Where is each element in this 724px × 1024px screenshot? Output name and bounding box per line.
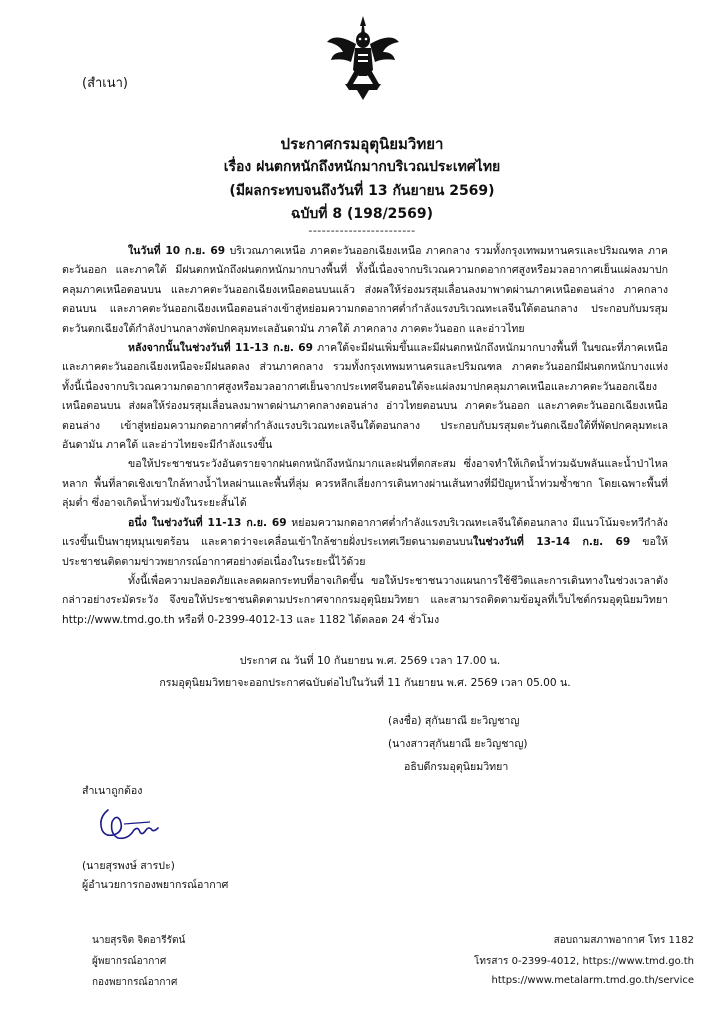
paragraph-4-tail: ขอให้ประชาชนติดตามข่าวพยากรณ์อากาศอย่างต่อเนื่องในระยะนี้ไว้ด้วย [62,536,668,568]
paragraph-4-lead: อนึ่ง ในช่วงวันที่ 11-13 ก.ย. 69 [128,516,287,529]
paragraph-2-lead: หลังจากนั้นในช่วงวันที่ 11-13 ก.ย. 69 [128,342,314,355]
signatory-signed: (ลงชื่อ) สุกันยาณี ยะวิญชาญ [388,715,520,727]
paragraph-2-text: ภาคใต้จะมีฝนเพิ่มขึ้นและมีฝนตกหนักถึงหนักมากบางพื้นที่ ในขณะที่ภาคเหนือและภาคตะวันออกเฉียงเหนือจะมีฝนลดลง ส่วนภาคกลาง รวมทั้งกรุงเทพมหานครและปริมณฑล ภาคตะวันออกมีฝนตกหนักบางแห่ง ทั้งนี้เนื่องจากบริเวณความกดอากาศสูงหรือมวลอากาศเย็นจากประเทศจีนตอนใต้จะแผ่ลงมาปกคลุมภาคเหนือและภาคตะวันออกเฉียงเหนือตอนบน ส่งผลให้ร่องมรสุมเลื่อนลงมาพาดผ่านภาคกลางตอนล่าง อ่าวไทยตอนบน ภาคตะวันออก และภาคตะวันออกเฉียงเหนือตอนล่าง เข้าสู่หย่อมความกดอากาศต่ำกำลังแรงบริเวณทะเลจีนใต้ตอนกลาง ประกอบกับมรสุมตะวันตกเฉียงใต้ที่พัดปกคลุมทะเลอันดามัน ภาคใต้ และอ่าวไทยจะมีกำลังแรงขึ้น [62,342,668,452]
paragraph-4 [62,514,668,572]
paragraph-3 [62,455,668,513]
subject-line: เรื่อง ฝนตกหนักถึงหนักมากบริเวณประเทศไทย [223,159,501,175]
page-title: ประกาศกรมอุตุนิยมวิทยา [280,135,444,153]
handwritten-signature [94,804,160,846]
paragraph-1-text: บริเวณภาคเหนือ ภาคตะวันออกเฉียงเหนือ ภาคกลาง รวมทั้งกรุงเทพมหานครและปริมณฑล ภาคตะวันออก และภาคใต้ มีฝนตกหนักถึงฝนตกหนักมากบางพื้นที่ ทั้งนี้เนื่องจากบริเวณความกดอากาศสูงหรือมวลอากาศเย็นแผ่ลงมาปกคลุมภาคเหนือตอนบน และภาคตะวันออกเฉียงเหนือตอนบนแล้ว ส่งผลให้ร่องมรสุมเลื่อนลงมาพาดผ่านภาคเหนือตอนล่าง ภาคกลางตอนบน และภาคตะวันออกเฉียงเหนือตอนล่างเข้าสู่หย่อมความกดอากาศต่ำกำลังแรงบริเวณทะเลจีนใต้ตอนกลาง ประกอบกับมรสุมตะวันตกเฉียงใต้กำลังปานกลางพัดปกคลุมทะเลอันดามัน ภาคใต้ ภาคกลาง ภาคตะวันออก และอ่าวไทย [62,245,668,335]
paragraph-4-bold-tail: ในช่วงวันที่ 13-14 ก.ย. 69 [473,536,631,549]
announcement-body [62,242,668,630]
footer-forecaster-name: นายสุรจิต จิตอารีรัตน์ [92,935,186,946]
paragraph-1 [62,242,668,339]
paragraph-1-lead: ในวันที่ 10 ก.ย. 69 [128,245,226,257]
paragraph-2 [62,339,668,455]
footer-division: กองพยากรณ์อากาศ [92,977,178,988]
paragraph-5-text: ทั้งนี้เพื่อความปลอดภัยและลดผลกระทบที่อาจเกิดขึ้น ขอให้ประชาชนวางแผนการใช้ชีวิตและการเดินทางในช่วงเวลาดังกล่าวอย่างระมัดระวัง จึงขอให้ประชาชนติดตามประกาศจากกรมอุตุนิยมวิทยา และสามารถติดตามข้อมูลที่เว็บไซต์กรมอุตุนิยมวิทยา http://www.tmd.go.th หรือที่ 0-2399-4012-13 และ 1182 ได้ตลอด 24 ชั่วโมง [62,574,668,626]
signatory-position: อธิบดีกรมอุตุนิยมวิทยา [404,761,509,773]
footer-hotline: สอบถามสภาพอากาศ โทร 1182 [553,935,694,946]
certifier-name: (นายสุรพงษ์ สารปะ) [82,860,175,872]
footer-fax-website: โทรสาร 0-2399-4012, https://www.tmd.go.th [474,956,694,967]
footer-service-link[interactable]: https://www.metalarm.tmd.go.th/service [491,975,694,986]
paragraph-3-text: ขอให้ประชาชนระวังอันตรายจากฝนตกหนักถึงหนักมากและฝนที่ตกสะสม ซึ่งอาจทำให้เกิดน้ำท่วมฉับพลันและน้ำป่าไหลหลาก พื้นที่ลาดเชิงเขาใกล้ทางน้ำไหลผ่านและพื้นที่ลุ่ม ควรหลีกเลี่ยงการเดินทางผ่านเส้นทางที่มีปัญหาน้ำท่วมซ้ำซาก โดยเฉพาะพื้นที่ลุ่มต่ำ ซึ่งอาจเกิดน้ำท่วมขังในระยะสั้นได้ [62,458,668,510]
footer-forecaster-role: ผู้พยากรณ์อากาศ [92,956,167,967]
certifier-position: ผู้อำนวยการกองพยากรณ์อากาศ [82,879,229,891]
issue-number: ฉบับที่ 8 (198/2569) [290,206,434,222]
garuda-emblem-icon [325,14,401,102]
paragraph-4-text: หย่อมความกดอากาศต่ำกำลังแรงบริเวณทะเลจีนใต้ตอนกลาง มีแนวโน้มจะทวีกำลังแรงขึ้นเป็นพายุหมุนเขตร้อน และคาดว่าจะเคลื่อนเข้าใกล้ชายฝั่งประเทศเวียดนามตอนบน [62,516,668,549]
announced-date: ประกาศ ณ วันที่ 10 กันยายน พ.ศ. 2569 เวลา 17.00 น. [239,655,501,667]
paragraph-5 [62,572,668,630]
certified-label: สำเนาถูกต้อง [82,785,143,797]
signatory-full-name: (นางสาวสุกันยาณี ยะวิญชาญ) [388,738,528,750]
divider: ------------------------ [308,224,416,237]
copy-label: (สำเนา) [82,76,129,91]
effect-line: (มีผลกระทบจนถึงวันที่ 13 กันยายน 2569) [229,183,495,199]
next-issue-note: กรมอุตุนิยมวิทยาจะออกประกาศฉบับต่อไปในวันที่ 11 กันยายน พ.ศ. 2569 เวลา 05.00 น. [159,677,571,689]
